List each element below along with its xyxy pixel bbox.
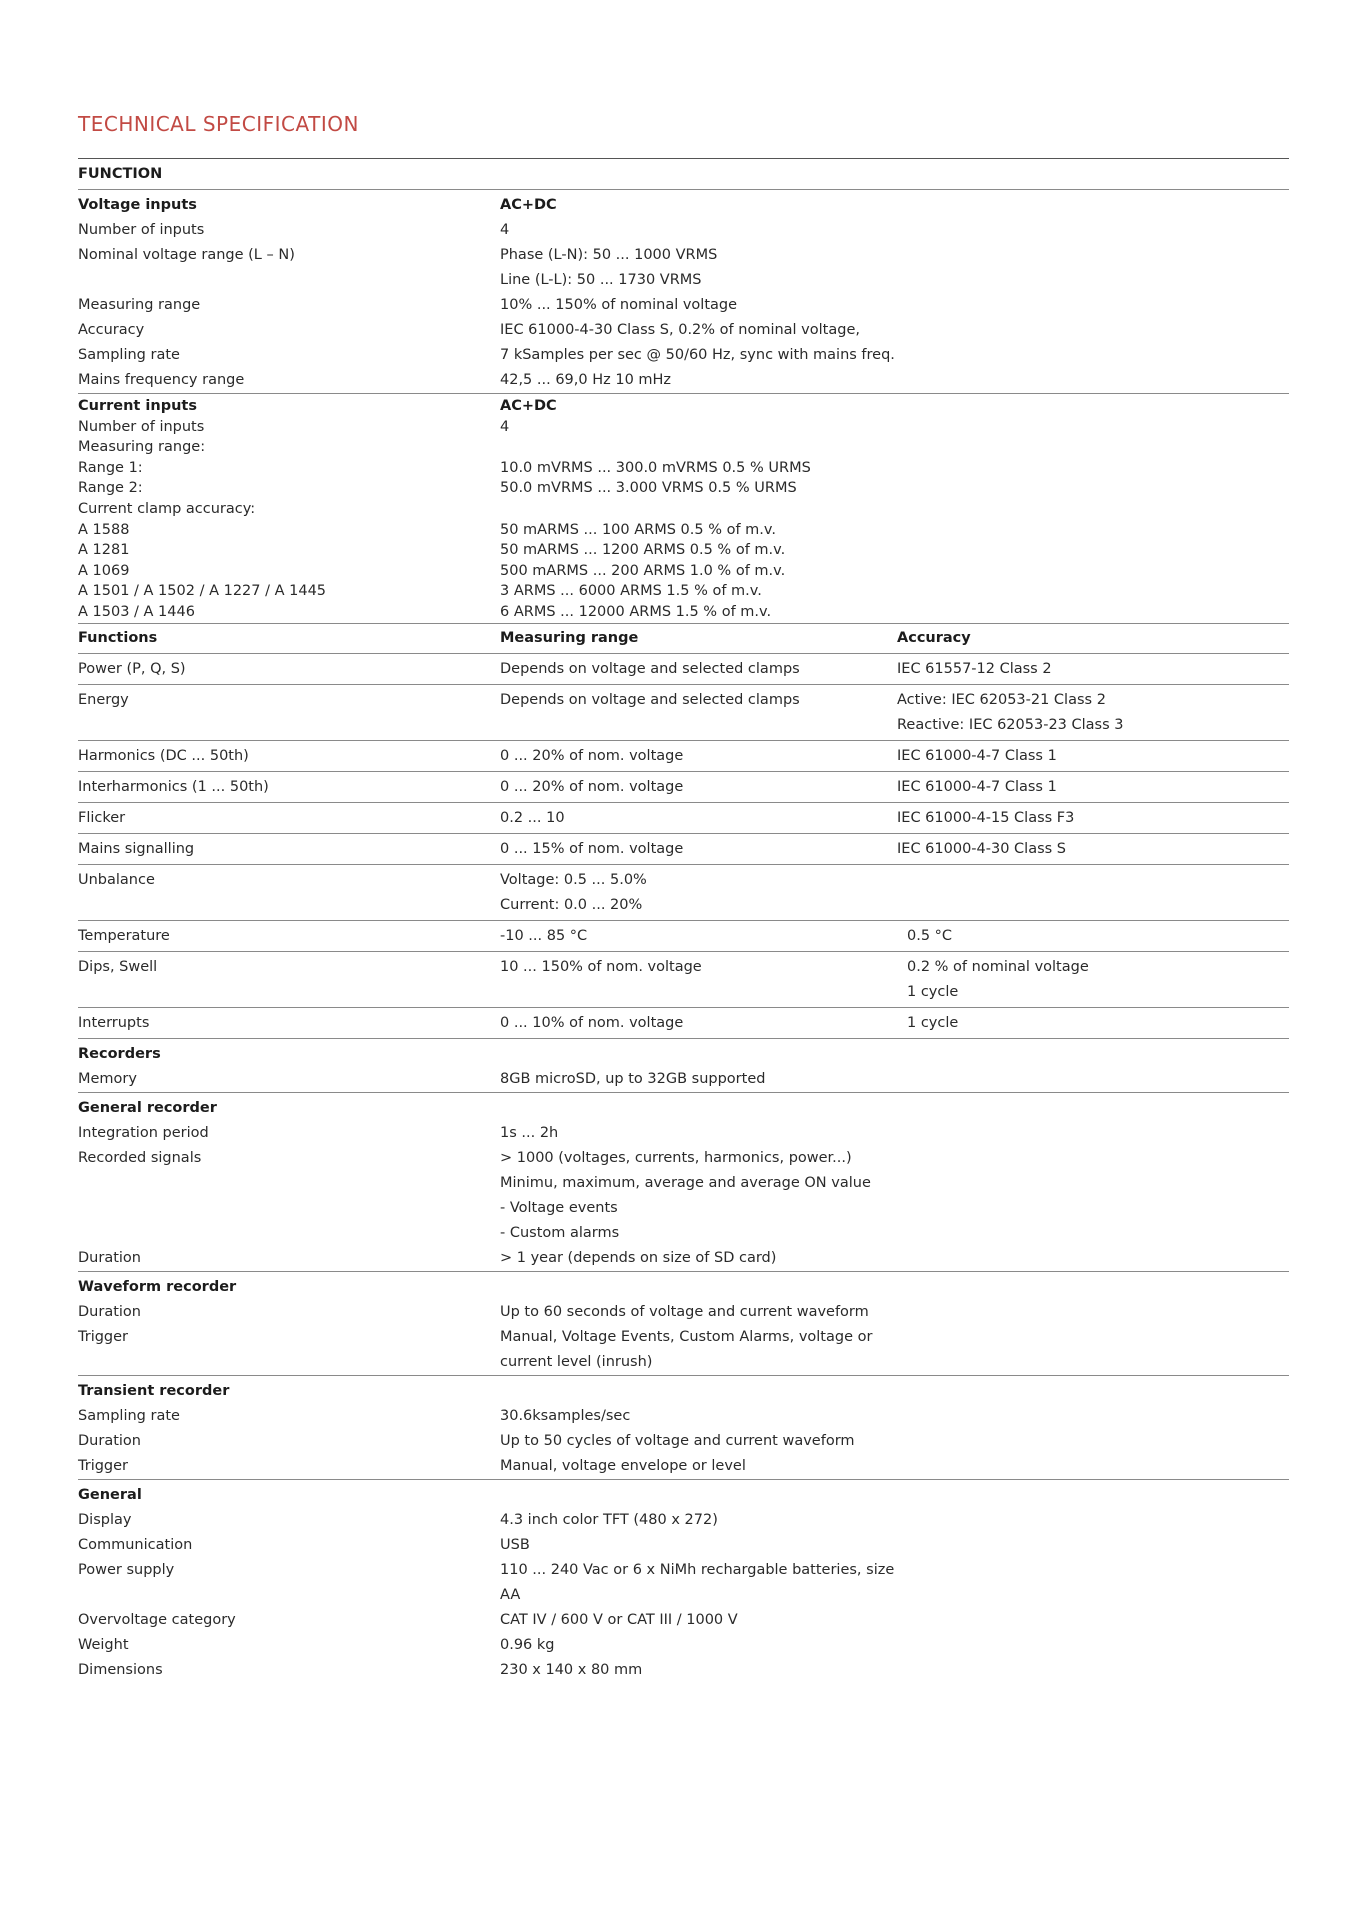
function-row xyxy=(78,921,1289,952)
function-name: Unbalance xyxy=(78,871,155,888)
spec-row xyxy=(78,540,1289,561)
spec-row xyxy=(78,602,1289,623)
function-name: Energy xyxy=(78,691,129,708)
spec-row xyxy=(78,437,1289,458)
spec-row xyxy=(78,1658,1289,1683)
spec-row xyxy=(78,1300,1289,1325)
spec-row xyxy=(78,1404,1289,1429)
spec-value: 4 xyxy=(500,222,510,238)
accuracy: IEC 61000-4-15 Class F3 xyxy=(897,809,1075,826)
spec-row xyxy=(78,1608,1289,1633)
spec-row xyxy=(78,268,1289,293)
function-line xyxy=(78,837,1289,862)
spec-label: Range 2: xyxy=(78,480,143,497)
spec-row xyxy=(78,1221,1289,1246)
spec-label: Nominal voltage range (L – N) xyxy=(78,247,295,263)
function-row xyxy=(78,685,1289,741)
spec-label: Memory xyxy=(78,1070,137,1087)
spec-value: Manual, Voltage Events, Custom Alarms, voltage or current level (inrush) xyxy=(500,1328,873,1370)
general-section xyxy=(78,1480,1289,1683)
spec-row xyxy=(78,1633,1289,1658)
spec-label: A 1503 / A 1446 xyxy=(78,603,195,620)
spec-row xyxy=(78,1508,1289,1533)
accuracy: 1 cycle xyxy=(907,983,959,1000)
accuracy: 1 cycle xyxy=(907,1014,959,1031)
section-title-row xyxy=(78,1096,1289,1121)
spec-value: - Voltage events xyxy=(500,1199,618,1216)
spec-row xyxy=(78,1067,1289,1092)
section-type: AC+DC xyxy=(500,197,557,213)
spec-label: Measuring range xyxy=(78,297,201,313)
function-name: Interrupts xyxy=(78,1014,150,1031)
spec-row xyxy=(78,1146,1289,1171)
spec-label xyxy=(78,1221,500,1246)
measuring-range: Depends on voltage and selected clamps xyxy=(500,660,800,677)
spec-value: Line (L-L): 50 ... 1730 VRMS xyxy=(500,272,702,288)
spec-label: Dimensions xyxy=(78,1661,163,1678)
accuracy: 0.5 °C xyxy=(907,927,953,944)
spec-label: A 1501 / A 1502 / A 1227 / A 1445 xyxy=(78,583,327,600)
spec-row xyxy=(78,458,1289,479)
function-header-row xyxy=(78,159,1289,190)
function-name xyxy=(78,980,500,1005)
spec-label: Sampling rate xyxy=(78,1407,180,1424)
spec-row xyxy=(78,581,1289,602)
spec-value: 50 mARMS ... 100 ARMS 0.5 % of m.v. xyxy=(500,521,776,538)
function-name: Dips, Swell xyxy=(78,958,158,975)
spec-row xyxy=(78,1246,1289,1271)
spec-value xyxy=(500,499,897,520)
measuring-range: Voltage: 0.5 ... 5.0% xyxy=(500,871,647,888)
function-line xyxy=(78,1011,1289,1036)
spec-row xyxy=(78,1171,1289,1196)
spec-label: Trigger xyxy=(78,1457,129,1474)
spec-value xyxy=(500,437,897,458)
spec-row xyxy=(78,368,1289,393)
section-title: Voltage inputs xyxy=(78,197,197,213)
function-row xyxy=(78,1008,1289,1039)
functions-table xyxy=(78,624,1289,1039)
measuring-range: Current: 0.0 ... 20% xyxy=(500,896,643,913)
section-title: General xyxy=(78,1486,142,1503)
spec-sheet xyxy=(78,158,1289,1683)
function-name xyxy=(78,893,500,918)
spec-value: 6 ARMS ... 12000 ARMS 1.5 % of m.v. xyxy=(500,603,772,620)
section-title: Waveform recorder xyxy=(78,1278,237,1295)
spec-value: 1s ... 2h xyxy=(500,1124,559,1141)
spec-row xyxy=(78,478,1289,499)
spec-value: 4.3 inch color TFT (480 x 272) xyxy=(500,1511,718,1528)
page-title: TECHNICAL SPECIFICATION xyxy=(78,112,359,136)
accuracy: IEC 61557-12 Class 2 xyxy=(897,660,1052,677)
measuring-range xyxy=(500,713,897,738)
spec-label: Integration period xyxy=(78,1124,209,1141)
spec-row xyxy=(78,1429,1289,1454)
accuracy: IEC 61000-4-30 Class S xyxy=(897,840,1067,857)
spec-value: Manual, voltage envelope or level xyxy=(500,1457,746,1474)
accuracy: Active: IEC 62053-21 Class 2 xyxy=(897,691,1106,708)
spec-value: Phase (L-N): 50 ... 1000 VRMS xyxy=(500,247,718,263)
recorders-section xyxy=(78,1039,1289,1093)
spec-label xyxy=(78,1196,500,1221)
spec-row xyxy=(78,293,1289,318)
function-header: FUNCTION xyxy=(78,166,163,182)
spec-row xyxy=(78,520,1289,541)
spec-label: Recorded signals xyxy=(78,1149,202,1166)
spec-label: Duration xyxy=(78,1303,141,1320)
spec-value: 42,5 ... 69,0 Hz 10 mHz xyxy=(500,372,672,388)
function-line xyxy=(78,744,1289,769)
spec-row xyxy=(78,417,1289,438)
spec-value: Up to 50 cycles of voltage and current waveform xyxy=(500,1432,855,1449)
spec-value: 10.0 mVRMS ... 300.0 mVRMS 0.5 % URMS xyxy=(500,459,811,476)
spec-value: 110 ... 240 Vac or 6 x NiMh rechargable batteries, size AA xyxy=(500,1561,895,1603)
spec-label: Weight xyxy=(78,1636,129,1653)
spec-label: Duration xyxy=(78,1432,141,1449)
waveform-recorder-section xyxy=(78,1272,1289,1376)
function-line xyxy=(78,980,1289,1005)
measuring-range: 0 ... 15% of nom. voltage xyxy=(500,840,684,857)
function-line xyxy=(78,924,1289,949)
section-title: Current inputs xyxy=(78,398,197,414)
function-row xyxy=(78,865,1289,921)
spec-value: Minimu, maximum, average and average ON value xyxy=(500,1174,871,1191)
spec-value: - Custom alarms xyxy=(500,1224,620,1241)
function-row xyxy=(78,654,1289,685)
section-title: General recorder xyxy=(78,1099,217,1116)
spec-label: Duration xyxy=(78,1249,141,1266)
measuring-range xyxy=(500,980,897,1005)
function-line xyxy=(78,713,1289,738)
spec-label: Display xyxy=(78,1511,132,1528)
transient-recorder-section xyxy=(78,1376,1289,1480)
spec-value: 8GB microSD, up to 32GB supported xyxy=(500,1070,766,1087)
spec-value: 4 xyxy=(500,418,510,435)
measuring-range: 0.2 ... 10 xyxy=(500,809,565,826)
function-line xyxy=(78,657,1289,682)
measuring-range: -10 ... 85 °C xyxy=(500,927,588,944)
spec-row xyxy=(78,218,1289,243)
spec-row xyxy=(78,499,1289,520)
spec-label: Accuracy xyxy=(78,322,145,338)
spec-value: 3 ARMS ... 6000 ARMS 1.5 % of m.v. xyxy=(500,583,762,600)
measuring-range: 0 ... 20% of nom. voltage xyxy=(500,747,684,764)
spec-label: Current clamp accuracy: xyxy=(78,500,256,517)
measuring-range: 0 ... 10% of nom. voltage xyxy=(500,1014,684,1031)
function-row xyxy=(78,803,1289,834)
spec-label xyxy=(78,268,500,293)
function-row xyxy=(78,834,1289,865)
spec-value: > 1 year (depends on size of SD card) xyxy=(500,1249,777,1266)
function-name: Mains signalling xyxy=(78,840,195,857)
general-recorder-section xyxy=(78,1093,1289,1272)
function-row xyxy=(78,952,1289,1008)
spec-label: Communication xyxy=(78,1536,193,1553)
section-title-row xyxy=(78,1379,1289,1404)
accuracy: 0.2 % of nominal voltage xyxy=(907,958,1089,975)
column-header: Functions xyxy=(78,629,158,646)
spec-label: Measuring range: xyxy=(78,439,206,456)
function-line xyxy=(78,775,1289,800)
spec-label: Range 1: xyxy=(78,459,143,476)
measuring-range: Depends on voltage and selected clamps xyxy=(500,691,800,708)
spec-row xyxy=(78,1454,1289,1479)
spec-value: 230 x 140 x 80 mm xyxy=(500,1661,643,1678)
function-line xyxy=(78,893,1289,918)
function-row xyxy=(78,772,1289,803)
function-name: Interharmonics (1 ... 50th) xyxy=(78,778,269,795)
spec-label: Number of inputs xyxy=(78,418,205,435)
function-name: Flicker xyxy=(78,809,126,826)
section-title-row xyxy=(78,1275,1289,1300)
function-name: Harmonics (DC ... 50th) xyxy=(78,747,249,764)
spec-value: 0.96 kg xyxy=(500,1636,555,1653)
spec-label xyxy=(78,1171,500,1196)
function-line xyxy=(78,955,1289,980)
spec-label: Trigger xyxy=(78,1328,129,1345)
accuracy xyxy=(897,893,1289,918)
spec-value: IEC 61000-4-30 Class S, 0.2% of nominal voltage, xyxy=(500,322,860,338)
spec-value: Up to 60 seconds of voltage and current waveform xyxy=(500,1303,869,1320)
column-header: Measuring range xyxy=(500,629,639,646)
spec-value: 30.6ksamples/sec xyxy=(500,1407,631,1424)
accuracy xyxy=(897,868,1289,893)
measuring-range: 10 ... 150% of nom. voltage xyxy=(500,958,702,975)
accuracy: Reactive: IEC 62053-23 Class 3 xyxy=(897,716,1124,733)
function-name: Power (P, Q, S) xyxy=(78,660,186,677)
section-title-row xyxy=(78,1483,1289,1508)
function-name xyxy=(78,713,500,738)
spec-label: Power supply xyxy=(78,1561,175,1578)
spec-label: A 1069 xyxy=(78,562,130,579)
spec-label: Overvoltage category xyxy=(78,1611,236,1628)
spec-value: 10% ... 150% of nominal voltage xyxy=(500,297,738,313)
spec-row xyxy=(78,1558,1289,1608)
section-title-row xyxy=(78,1042,1289,1067)
measuring-range: 0 ... 20% of nom. voltage xyxy=(500,778,684,795)
spec-row xyxy=(78,343,1289,368)
spec-value: 7 kSamples per sec @ 50/60 Hz, sync with mains freq. xyxy=(500,347,895,363)
functions-header xyxy=(78,624,1289,654)
spec-row xyxy=(78,1533,1289,1558)
section-title: Recorders xyxy=(78,1045,161,1062)
spec-row xyxy=(78,1196,1289,1221)
spec-row xyxy=(78,318,1289,343)
spec-value: 50 mARMS ... 1200 ARMS 0.5 % of m.v. xyxy=(500,542,786,559)
spec-label: A 1281 xyxy=(78,542,130,559)
spec-value: > 1000 (voltages, currents, harmonics, power...) xyxy=(500,1149,852,1166)
column-header: Accuracy xyxy=(897,629,971,646)
spec-value: 50.0 mVRMS ... 3.000 VRMS 0.5 % URMS xyxy=(500,480,797,497)
function-name: Temperature xyxy=(78,927,170,944)
voltage-section xyxy=(78,190,1289,394)
spec-value: USB xyxy=(500,1536,530,1553)
section-type: AC+DC xyxy=(500,398,557,414)
current-section xyxy=(78,394,1289,624)
accuracy: IEC 61000-4-7 Class 1 xyxy=(897,747,1057,764)
accuracy: IEC 61000-4-7 Class 1 xyxy=(897,778,1057,795)
spec-row xyxy=(78,243,1289,268)
function-line xyxy=(78,868,1289,893)
spec-value: 500 mARMS ... 200 ARMS 1.0 % of m.v. xyxy=(500,562,786,579)
spec-value: CAT IV / 600 V or CAT III / 1000 V xyxy=(500,1611,738,1628)
spec-row xyxy=(78,561,1289,582)
spec-row xyxy=(78,1325,1289,1375)
section-title: Transient recorder xyxy=(78,1382,230,1399)
spec-label: Number of inputs xyxy=(78,222,205,238)
spec-label: Sampling rate xyxy=(78,347,180,363)
function-line xyxy=(78,688,1289,713)
spec-label: A 1588 xyxy=(78,521,130,538)
function-row xyxy=(78,741,1289,772)
spec-label: Mains frequency range xyxy=(78,372,245,388)
function-line xyxy=(78,806,1289,831)
spec-row xyxy=(78,1121,1289,1146)
